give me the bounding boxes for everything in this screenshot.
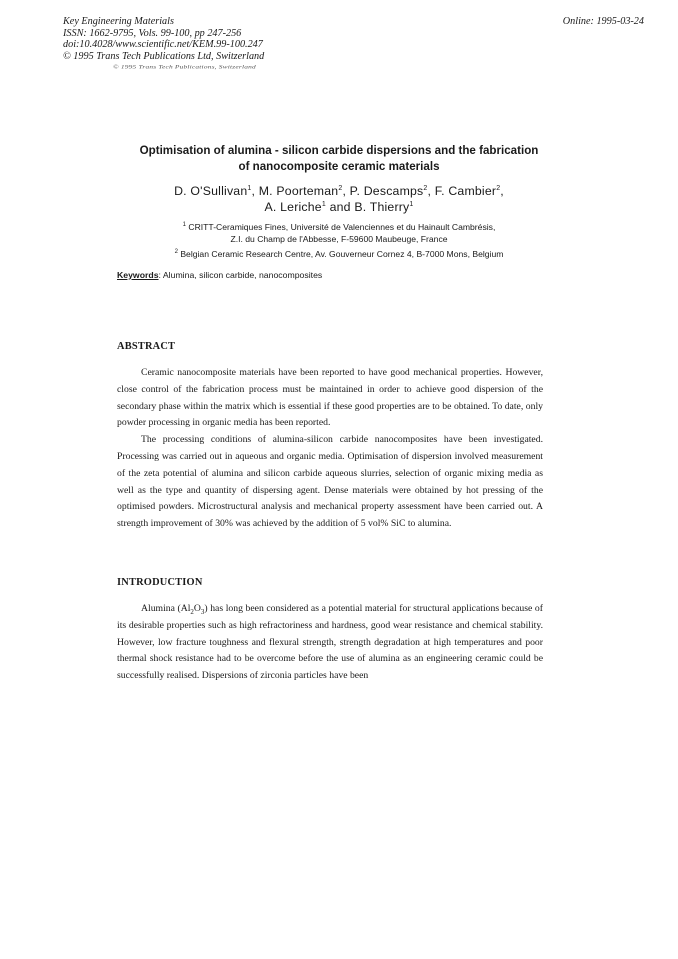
authors-line-2 [100, 199, 578, 215]
journal-header [63, 16, 264, 62]
text-run: ) has long been considered as a potential material for structural applications because of its desirable properties such as high refractoriness and hardness, good wear resistance and chemical stability. However, low fracture toughness and flexural strength, strength degradation at high temperatures and poor thermal shock resistance had to be overcome before the use of alumina as an engineering ceramic could be successfully realised. Dispersions of zirconia particles have been [117, 603, 543, 682]
text-run: O [193, 603, 201, 614]
author-affil-mark: 2 [423, 184, 428, 192]
author-list [100, 183, 578, 215]
introduction-paragraph [117, 601, 543, 685]
affiliation-2 [100, 249, 578, 261]
title-line-1: Optimisation of alumina - silicon carbide dispersions and the fabrication [139, 144, 539, 157]
issn-line: ISSN: 1662-9795, Vols. 99-100, pp 247-256 [63, 27, 242, 39]
abstract-heading: ABSTRACT [117, 341, 176, 352]
author-name: A. Leriche [264, 200, 322, 214]
author-affil-mark: 2 [496, 184, 501, 192]
affil-number: 2 [174, 249, 178, 256]
text-run: Alumina (Al [141, 603, 191, 614]
keywords: Keywords: Alumina, silicon carbide, nanocomposites [117, 270, 323, 280]
paper-title [100, 143, 578, 175]
affil-line: CRITT-Ceramiques Fines, Université de Valenciennes et du Hainault Cambrésis, [188, 222, 496, 232]
doi-line: doi:10.4028/www.scientific.net/KEM.99-100.247 [63, 39, 263, 51]
author-name: B. Thierry [354, 200, 410, 214]
introduction-body [117, 601, 543, 685]
title-line-2: of nanocomposite ceramic materials [238, 160, 440, 173]
author-name: D. O'Sullivan [174, 184, 248, 198]
copyright-line: © 1995 Trans Tech Publications Ltd, Switzerland [63, 50, 265, 62]
author-name: P. Descamps [349, 184, 424, 198]
author-name: F. Cambier [434, 184, 497, 198]
subscript: 2 [190, 607, 194, 616]
affiliation-1 [100, 222, 578, 245]
keywords-label: Keywords [117, 270, 159, 280]
author-affil-mark: 2 [338, 184, 343, 192]
author-name: M. Poorteman [258, 184, 339, 198]
introduction-heading: INTRODUCTION [117, 577, 203, 588]
author-affil-mark: 1 [409, 200, 414, 208]
affil-number: 1 [182, 222, 186, 229]
affil-line: Belgian Ceramic Research Centre, Av. Gouverneur Cornez 4, B-7000 Mons, Belgium [180, 249, 504, 259]
affil-line: Z.I. du Champ de l'Abbesse, F-59600 Maubeuge, France [230, 233, 448, 244]
scan-copyright: © 1995 Trans Tech Publications, Switzerland [113, 63, 256, 70]
keywords-list: Alumina, silicon carbide, nanocomposites [162, 270, 323, 280]
authors-line-1: D. O'Sullivan$^1$, M. Poorteman$^2$, P. Descamps$^2$, F. Cambier$^2$, [174, 184, 504, 198]
author-affil-mark: 1 [247, 184, 252, 192]
journal-name: Key Engineering Materials [63, 16, 174, 27]
abstract-paragraph: The processing conditions of alumina-silicon carbide nanocomposites have been investigated. Processing was carried out in aqueous and organic media. Optimisation of dispersion involved measurement of the zeta potential of alumina and silicon carbide aqueous slurries, selection of organic mixing media as well as the type and quantity of dispersing agent. Dense materials were obtained by hot pressing of the optimised powders. Microstructural analysis and mechanical property assessment have been carried out. A strength improvement of 30% was achieved by the addition of 5 vol% SiC to alumina. [117, 434, 543, 530]
author-affil-mark: 1 [321, 200, 326, 208]
subscript: 3 [200, 607, 205, 616]
abstract-body [117, 365, 543, 533]
online-date: Online: 1995-03-24 [562, 16, 644, 27]
abstract-paragraph: Ceramic nanocomposite materials have been reported to have good mechanical properties. However, close control of the fabrication process must be maintained in order to achieve good dispersion of the secondary phase within the matrix which is essential if these good properties are to be obtained. To date, only powder processing in organic media has been reported. [117, 367, 543, 429]
authors-and: and [329, 200, 351, 214]
